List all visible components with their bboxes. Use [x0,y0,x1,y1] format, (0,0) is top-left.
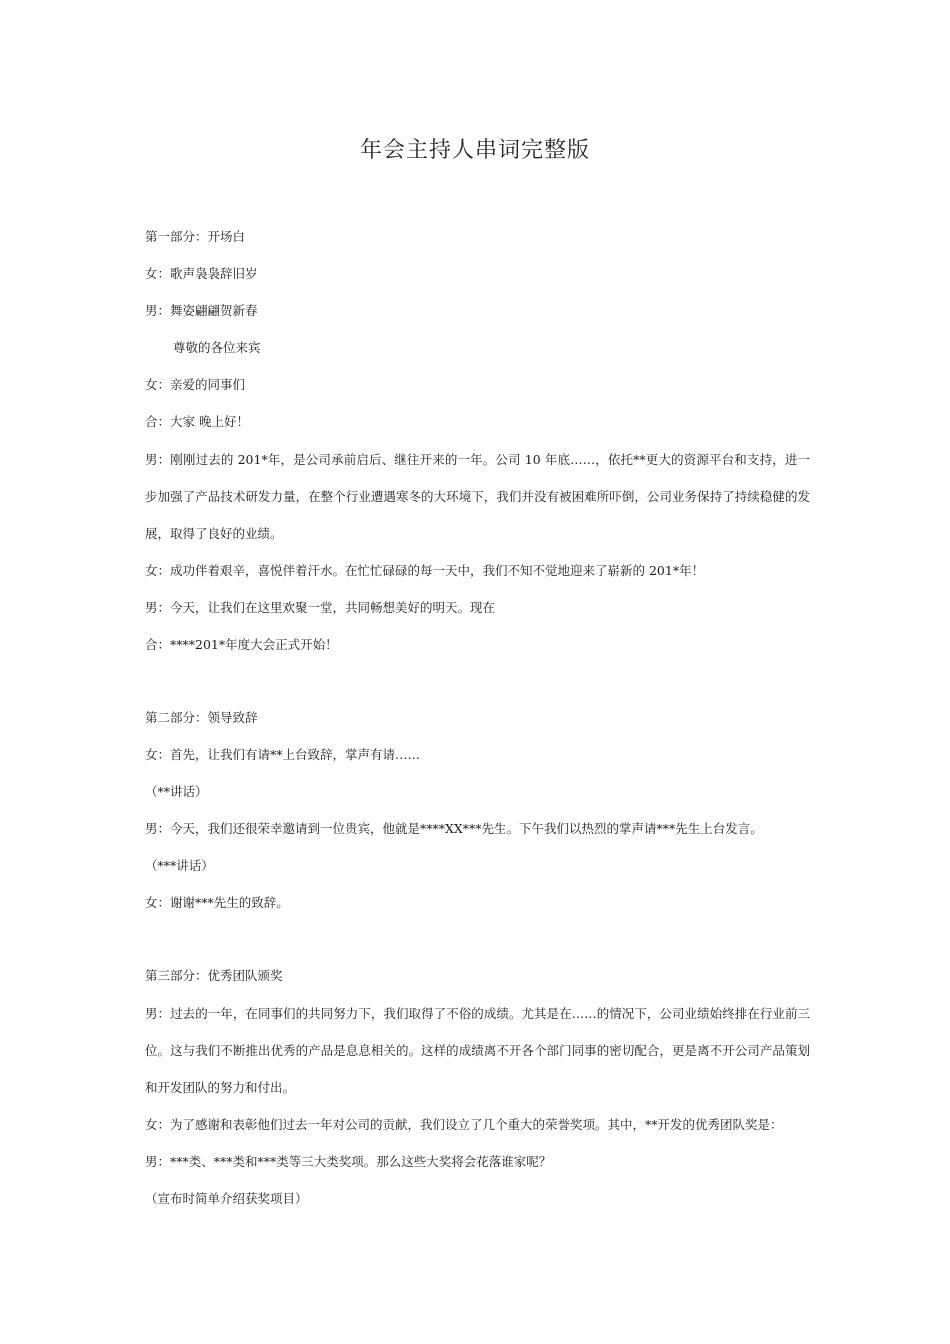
script-line: 女：歌声袅袅辞旧岁 [145,266,258,281]
script-paragraph: 男：刚刚过去的 201*年，是公司承前启后、继往开来的一年。公司 10 年底……，依托**更大的资源平台和支持，进一步加强了产品技术研发力量，在整个行业遭遇寒冬的大环境下，我们并没有被困难所吓倒，公司业务保持了持续稳健的发展，取得了良好的业绩。 [145,452,810,541]
script-line: 男：今天，让我们在这里欢聚一堂，共同畅想美好的明天。现在 [145,600,496,615]
document-body [145,228,810,1227]
section-heading-team-awards: 第三部分：优秀团队颁奖 [145,968,283,983]
section-heading-opening: 第一部分：开场白 [145,229,246,244]
script-line: 男：舞姿翩翩贺新春 [145,303,258,318]
section-gap [145,931,810,967]
stage-direction: （宣布时简单介绍获奖项目） [145,1191,308,1206]
script-line: 男：***类、***类和***类等三大类奖项。那么这些大奖将会花落谁家呢？ [145,1154,552,1169]
script-line: 女：谢谢***先生的致辞。 [145,895,289,910]
script-paragraph: 男：过去的一年，在同事们的共同努力下，我们取得了不俗的成绩。尤其是在……的情况下，公司业绩始终排在行业前三位。这与我们不断推出优秀的产品是息息相关的。这样的成绩离不开各个部门同事的密切配合，更是离不开公司产品策划和开发团队的努力和付出。 [145,1006,810,1095]
section-gap [145,673,810,709]
script-line: 男：今天，我们还很荣幸邀请到一位贵宾，他就是****XX***先生。下午我们以热烈的掌声请***先生上台发言。 [145,821,763,836]
stage-direction: （***讲话） [145,858,214,873]
stage-direction: （**讲话） [145,784,208,799]
script-line: 尊敬的各位来宾 [173,340,261,355]
script-line: 女：首先，让我们有请**上台致辞，掌声有请…… [145,747,421,762]
document-title: 年会主持人串词完整版 [359,138,590,163]
script-line: 女：成功伴着艰辛，喜悦伴着汗水。在忙忙碌碌的每一天中，我们不知不觉地迎来了崭新的 201*年！ [145,563,705,578]
script-line: 女：亲爱的同事们 [145,377,246,392]
script-line: 女：为了感谢和表彰他们过去一年对公司的贡献，我们设立了几个重大的荣誉奖项。其中，**开发的优秀团队奖是： [145,1117,783,1132]
section-heading-leader-speech: 第二部分：领导致辞 [145,710,258,725]
script-line: 合：****201*年度大会正式开始！ [145,637,338,652]
script-line: 合：大家 晚上好！ [145,414,249,429]
